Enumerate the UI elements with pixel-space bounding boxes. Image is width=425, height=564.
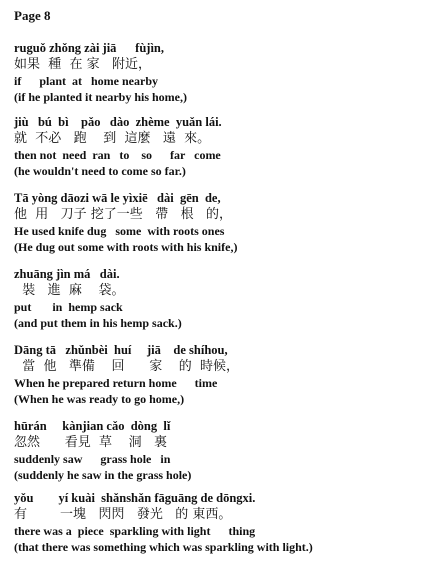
- chinese-line: 當 他 準備 回 家 的 時候，: [14, 359, 240, 374]
- translation-line: (and put them in his hemp sack.): [14, 316, 182, 330]
- translation-line: (he wouldn't need to come so far.): [14, 164, 186, 178]
- stanza-6: [14, 418, 414, 483]
- gloss-line: suddenly saw grass hole in: [14, 452, 171, 466]
- chinese-line: 就 不必 跑 到 這麼 遠 來。: [14, 131, 211, 146]
- pinyin-line: hūrán kànjian cǎo dòng lǐ: [14, 419, 171, 433]
- translation-line: (He dug out some with roots with his knife,): [14, 240, 238, 254]
- chinese-line: 有 一塊 閃閃 發光 的 東西。: [14, 507, 232, 522]
- translation-line: (that there was something which was sparkling with light.): [14, 540, 313, 554]
- stanza-3: [14, 190, 414, 255]
- pinyin-line: Tā yòng dāozi wā le yìxiē dài gēn de,: [14, 191, 221, 205]
- gloss-line: if plant at home nearby: [14, 74, 158, 88]
- chinese-line: 如果 種 在 家 附近，: [14, 57, 152, 72]
- pinyin-line: zhuāng jìn má dài.: [14, 267, 120, 281]
- chinese-line: 裝 進 麻 袋。: [14, 283, 125, 298]
- translation-line: (suddenly he saw in the grass hole): [14, 468, 192, 482]
- translation-line: (if he planted it nearby his home,): [14, 90, 188, 104]
- pinyin-line: ruguǒ zhǒng zài jiā fùjìn,: [14, 41, 165, 55]
- gloss-line: there was a piece sparkling with light thing: [14, 524, 256, 538]
- chinese-line: 他 用 刀子 挖了一些 帶 根 的，: [14, 207, 232, 222]
- chinese-line: 忽然 看見 草 洞 裏: [14, 435, 167, 450]
- pinyin-line: jiù bú bì pǎo dào zhème yuǎn lái.: [14, 115, 222, 129]
- pinyin-line: Dāng tā zhǔnbèi huí jiā de shíhou,: [14, 343, 228, 357]
- page-number: Page 8: [14, 8, 51, 23]
- gloss-line: He used knife dug some with roots ones: [14, 224, 225, 238]
- gloss-line: When he prepared return home time: [14, 376, 218, 390]
- stanza-1: [14, 40, 414, 105]
- pinyin-line: yǒu yí kuài shǎnshǎn fāguāng de dōngxi.: [14, 491, 256, 505]
- translation-line: (When he was ready to go home,): [14, 392, 185, 406]
- stanza-4: [14, 266, 414, 331]
- stanza-7: [14, 490, 414, 555]
- stanza-2: [14, 114, 414, 179]
- gloss-line: then not need ran to so far come: [14, 148, 221, 162]
- gloss-line: put in hemp sack: [14, 300, 123, 314]
- stanza-5: [14, 342, 414, 407]
